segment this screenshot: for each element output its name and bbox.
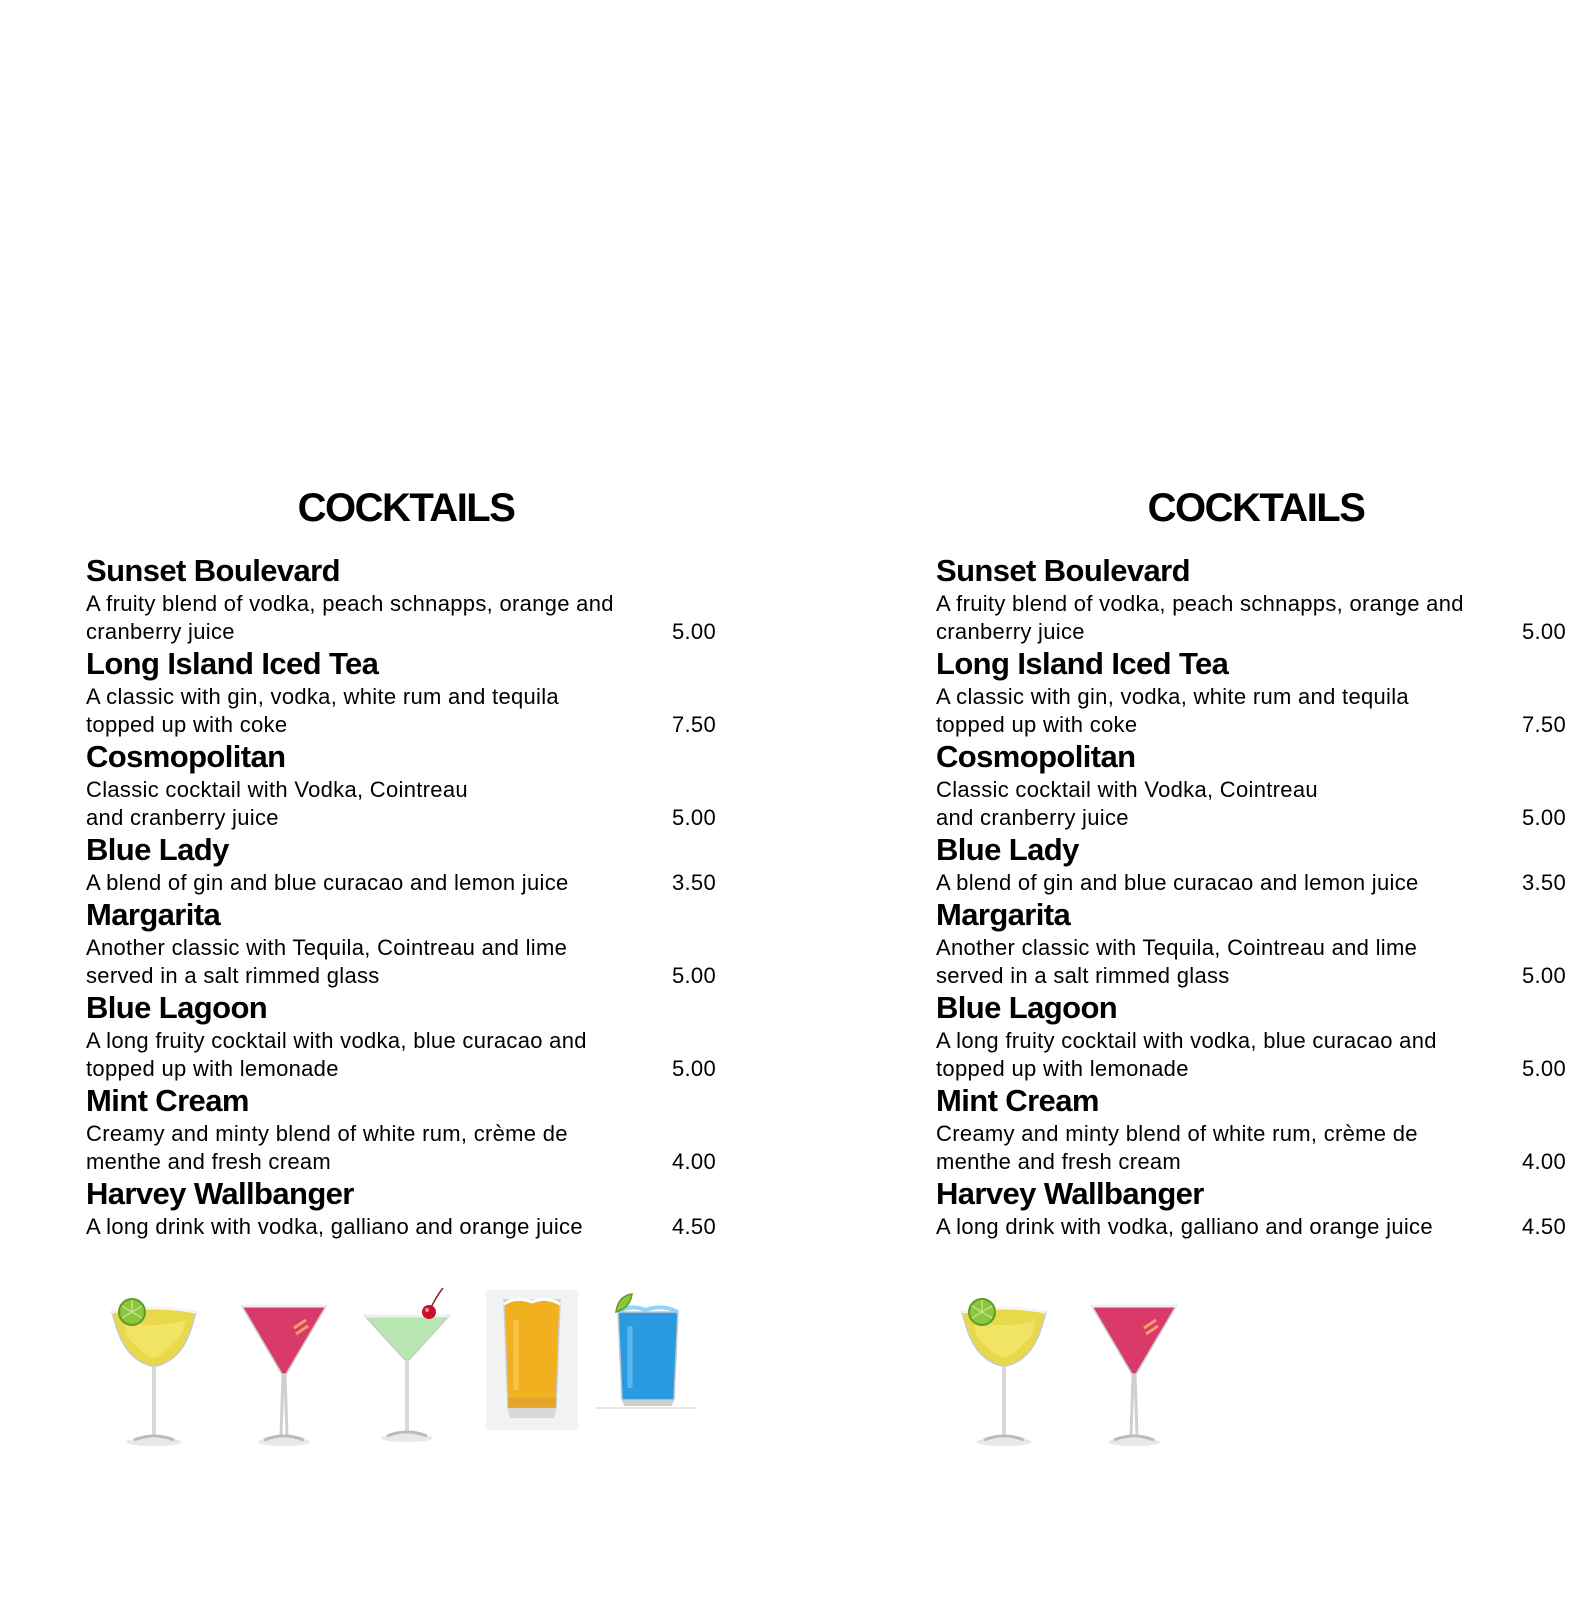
- item-name: Blue Lady: [86, 832, 229, 867]
- item-description: A long drink with vodka, galliano and orange juice: [86, 1214, 583, 1239]
- list-item: [86, 552, 716, 646]
- item-name: Sunset Boulevard: [936, 553, 1190, 588]
- list-item: [86, 989, 716, 1083]
- item-price: 3.50: [1521, 870, 1566, 895]
- item-price: 5.00: [1521, 805, 1566, 830]
- item-price: 4.00: [1521, 1149, 1566, 1174]
- blue-highball-icon: [596, 1290, 696, 1430]
- menu-items: [936, 552, 1576, 1241]
- cosmopolitan-glass-icon: [1084, 1290, 1184, 1450]
- list-item: [86, 896, 716, 990]
- list-item: [86, 645, 716, 739]
- menu-items: [86, 552, 726, 1241]
- item-description: A fruity blend of vodka, peach schnapps, orange and cranberry juice: [86, 591, 614, 644]
- list-item: [936, 645, 1566, 739]
- item-description: A long drink with vodka, galliano and orange juice: [936, 1214, 1433, 1239]
- drink-illustrations: [954, 1290, 1564, 1450]
- item-description: Creamy and minty blend of white rum, crème de menthe and fresh cream: [86, 1121, 568, 1174]
- item-name: Blue Lady: [936, 832, 1079, 867]
- page-title: COCKTAILS: [1147, 486, 1365, 530]
- drink-illustrations: [104, 1290, 714, 1450]
- item-description: A fruity blend of vodka, peach schnapps, orange and cranberry juice: [936, 591, 1464, 644]
- item-description: Creamy and minty blend of white rum, crème de menthe and fresh cream: [936, 1121, 1418, 1174]
- list-item: [936, 1175, 1566, 1241]
- item-price: 5.00: [1521, 963, 1566, 988]
- item-price: 4.50: [1521, 1214, 1566, 1239]
- item-price: 5.00: [671, 805, 716, 830]
- list-item: [936, 1082, 1566, 1176]
- item-price: 7.50: [1521, 712, 1566, 737]
- item-name: Cosmopolitan: [936, 739, 1136, 774]
- item-price: 4.50: [671, 1214, 716, 1239]
- list-item: [936, 831, 1566, 897]
- item-description: Another classic with Tequila, Cointreau and lime served in a salt rimmed glass: [936, 935, 1418, 988]
- page-title: COCKTAILS: [297, 486, 515, 530]
- item-price: 4.00: [671, 1149, 716, 1174]
- item-name: Mint Cream: [86, 1083, 249, 1118]
- list-item: [86, 1082, 716, 1176]
- item-name: Mint Cream: [936, 1083, 1099, 1118]
- item-description: A classic with gin, vodka, white rum and tequila topped up with coke: [936, 684, 1409, 737]
- margarita-glass-icon: [954, 1290, 1054, 1450]
- item-price: 5.00: [671, 619, 716, 644]
- item-description: A long fruity cocktail with vodka, blue curacao and topped up with lemonade: [86, 1028, 587, 1081]
- item-name: Blue Lagoon: [86, 990, 268, 1025]
- item-name: Margarita: [86, 897, 221, 932]
- list-item: [936, 989, 1566, 1083]
- list-item: [86, 831, 716, 897]
- item-name: Sunset Boulevard: [86, 553, 340, 588]
- item-name: Long Island Iced Tea: [936, 646, 1229, 681]
- cosmopolitan-glass-icon: [234, 1290, 334, 1450]
- martini-glass-icon: [359, 1290, 459, 1450]
- item-name: Harvey Wallbanger: [936, 1176, 1204, 1211]
- item-description: Classic cocktail with Vodka, Cointreau and cranberry juice: [86, 777, 468, 830]
- item-name: Margarita: [936, 897, 1071, 932]
- item-description: A blend of gin and blue curacao and lemon juice: [86, 870, 569, 895]
- list-item: [86, 1175, 716, 1241]
- item-name: Cosmopolitan: [86, 739, 286, 774]
- item-description: A classic with gin, vodka, white rum and tequila topped up with coke: [86, 684, 559, 737]
- list-item: [936, 896, 1566, 990]
- item-price: 5.00: [1521, 1056, 1566, 1081]
- orange-highball-icon: [486, 1290, 578, 1430]
- item-description: Another classic with Tequila, Cointreau and lime served in a salt rimmed glass: [86, 935, 568, 988]
- item-price: 5.00: [1521, 619, 1566, 644]
- item-price: 3.50: [671, 870, 716, 895]
- margarita-glass-icon: [104, 1290, 204, 1450]
- item-name: Blue Lagoon: [936, 990, 1118, 1025]
- list-item: [936, 552, 1566, 646]
- list-item: [86, 738, 716, 832]
- item-price: 5.00: [671, 963, 716, 988]
- item-description: Classic cocktail with Vodka, Cointreau and cranberry juice: [936, 777, 1318, 830]
- item-price: 7.50: [671, 712, 716, 737]
- item-description: A blend of gin and blue curacao and lemon juice: [936, 870, 1419, 895]
- list-item: [936, 738, 1566, 832]
- item-name: Long Island Iced Tea: [86, 646, 379, 681]
- item-description: A long fruity cocktail with vodka, blue curacao and topped up with lemonade: [936, 1028, 1437, 1081]
- item-price: 5.00: [671, 1056, 716, 1081]
- item-name: Harvey Wallbanger: [86, 1176, 354, 1211]
